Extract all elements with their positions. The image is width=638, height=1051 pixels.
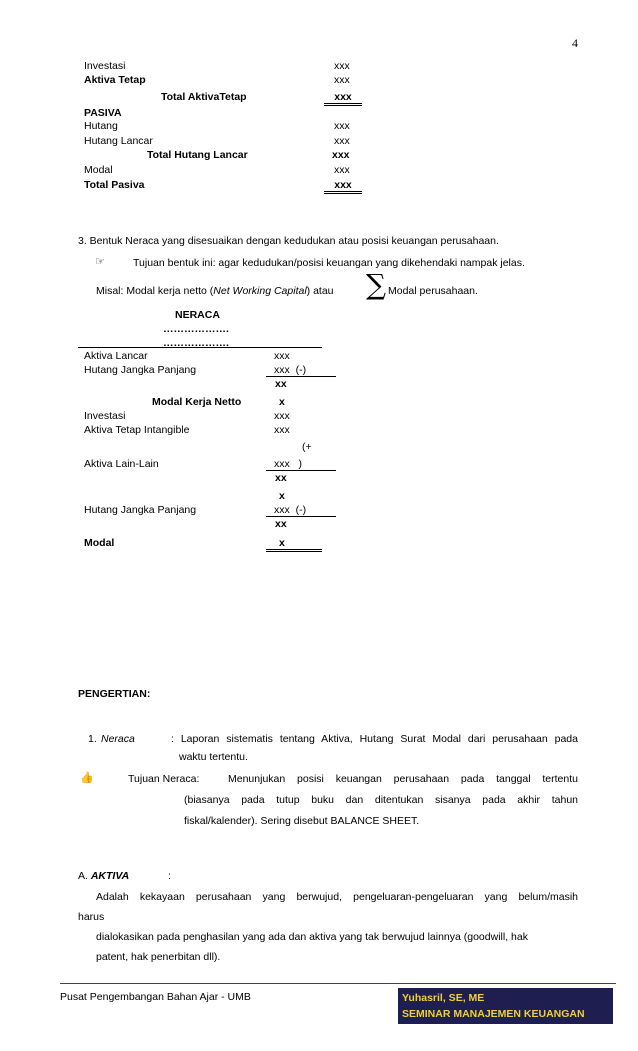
section-3-misal [96, 285, 334, 297]
tujuan-line-3: fiskal/kalender). Sering disebut BALANCE SHEET. [184, 815, 420, 827]
neraca-hutang-jp-amount-1: xxx [274, 364, 290, 376]
neraca-aktiva-lancar-label: Aktiva Lancar [84, 350, 148, 362]
row-aktiva-tetap-label: Aktiva Tetap [84, 74, 146, 86]
total-hutang-lancar-value: xxx [332, 149, 350, 161]
neraca-modal-label: Modal [84, 537, 115, 549]
row-investasi-label: Investasi [84, 60, 126, 72]
pengertian-def-line-2: waktu tertentu. [179, 751, 248, 763]
misal-text-post: ) atau [306, 285, 334, 297]
row-hutang-lancar-label: Hutang Lancar [84, 135, 153, 147]
aktiva-line-1: Adalah kekayaan perusahaan yang berwujud, pengeluaran-pengeluaran yang belum/masih [96, 891, 578, 903]
neraca-subtotal-3: xx [275, 518, 287, 530]
modal-kerja-netto-label: Modal Kerja Netto [152, 396, 242, 408]
row-modal-value: xxx [334, 164, 350, 176]
aktiva-line-2: harus [78, 911, 105, 923]
tujuan-line-1: Menunjukan posisi keuangan perusahaan pada tanggal tertentu [228, 773, 578, 785]
pasiva-heading: PASIVA [84, 107, 122, 119]
footer-left-text: Pusat Pengembangan Bahan Ajar - UMB [60, 991, 251, 1003]
footer-rule [60, 983, 616, 984]
section-3-item: 3. Bentuk Neraca yang disesuaikan dengan kedudukan atau posisi keuangan perusahaan. [78, 235, 499, 247]
neraca-aktiva-tetap-intangible-value: xxx [274, 424, 290, 436]
hand-pointing-icon: ☞ [95, 255, 105, 268]
plus-sign-open: (+ [302, 441, 312, 453]
pengertian-item-term: Neraca [101, 733, 135, 745]
row-hutang-lancar-value: xxx [334, 135, 350, 147]
neraca-subtotal-2: xx [275, 472, 287, 484]
neraca-subtotal-1: xx [275, 378, 287, 390]
total-pasiva-label: Total Pasiva [84, 179, 145, 191]
neraca-aktiva-lain-amount: xxx [274, 458, 290, 470]
minus-sign-2: (-) [295, 504, 307, 516]
page-number: 4 [572, 36, 578, 50]
total-aktiva-tetap-value: xxx [324, 91, 362, 106]
footer-author: Yuhasril, SE, ME [402, 992, 485, 1004]
neraca-hutang-jp-value-1 [266, 364, 336, 377]
misal-text-pre: Misal: Modal kerja netto ( [96, 285, 214, 297]
neraca-modal-value: x [266, 537, 322, 552]
row-hutang-value: xxx [334, 120, 350, 132]
minus-sign-1: (-) [295, 364, 307, 376]
neraca-aktiva-lain-value [266, 458, 336, 471]
neraca-dots-1: ………………. [163, 323, 229, 335]
aktiva-line-4: patent, hak penerbitan dll). [96, 951, 221, 963]
tujuan-neraca-label: Tujuan Neraca: [128, 773, 200, 785]
total-aktiva-tetap-label: Total AktivaTetap [161, 91, 247, 103]
neraca-dots-2: ………………. [163, 337, 229, 349]
neraca-hutang-jp-label-2: Hutang Jangka Panjang [84, 504, 197, 516]
total-pasiva-value: xxx [324, 179, 362, 194]
tujuan-line-2: (biasanya pada tutup buku dan ditentukan sisanya pada akhir tahun [184, 794, 578, 806]
neraca-header-rule [78, 347, 322, 348]
total-hutang-lancar-label: Total Hutang Lancar [147, 149, 248, 161]
neraca-hutang-jp-amount-2: xxx [274, 504, 290, 516]
neraca-investasi-value: xxx [274, 410, 290, 422]
row-modal-label: Modal [84, 164, 113, 176]
row-investasi-value: xxx [334, 60, 350, 72]
pengertian-def-line-1: : Laporan sistematis tentang Aktiva, Hutang Surat Modal dari perusahaan pada [171, 733, 578, 745]
thumb-icon: 👍 [80, 771, 94, 784]
footer-badge [398, 988, 613, 1024]
plus-sign-close: ) [298, 458, 303, 470]
row-hutang-label: Hutang [84, 120, 118, 132]
aktiva-colon: : [168, 870, 171, 882]
neraca-aktiva-lain-label: Aktiva Lain-Lain [84, 458, 159, 470]
aktiva-heading [78, 870, 129, 882]
footer-course: SEMINAR MANAJEMEN KEUANGAN [402, 1008, 585, 1020]
pengertian-item-number: 1. [88, 733, 97, 745]
section-3-modal-perusahaan: Modal perusahaan. [388, 285, 478, 297]
pengertian-heading: PENGERTIAN: [78, 688, 151, 700]
neraca-subtotal-x: x [279, 490, 285, 502]
row-aktiva-tetap-value: xxx [334, 74, 350, 86]
neraca-aktiva-lancar-value: xxx [274, 350, 290, 362]
neraca-aktiva-tetap-intangible-label: Aktiva Tetap Intangible [84, 424, 190, 436]
neraca-hutang-jp-label-1: Hutang Jangka Panjang [84, 364, 197, 376]
neraca-investasi-label: Investasi [84, 410, 126, 422]
neraca-title: NERACA [175, 309, 220, 321]
modal-kerja-netto-value: x [279, 396, 285, 408]
aktiva-prefix: A. [78, 870, 88, 882]
section-3-tujuan: Tujuan bentuk ini: agar kedudukan/posisi keuangan yang dikehendaki nampak jelas. [133, 257, 525, 269]
neraca-hutang-jp-value-2 [266, 504, 336, 517]
aktiva-term: AKTIVA [90, 870, 130, 882]
misal-text-italic: Net Working Capital [213, 285, 307, 297]
aktiva-line-3: dialokasikan pada penghasilan yang ada dan aktiva yang tak berwujud lainnya (goodwill, hak [96, 931, 528, 943]
sigma-symbol: ∑ [366, 268, 386, 301]
